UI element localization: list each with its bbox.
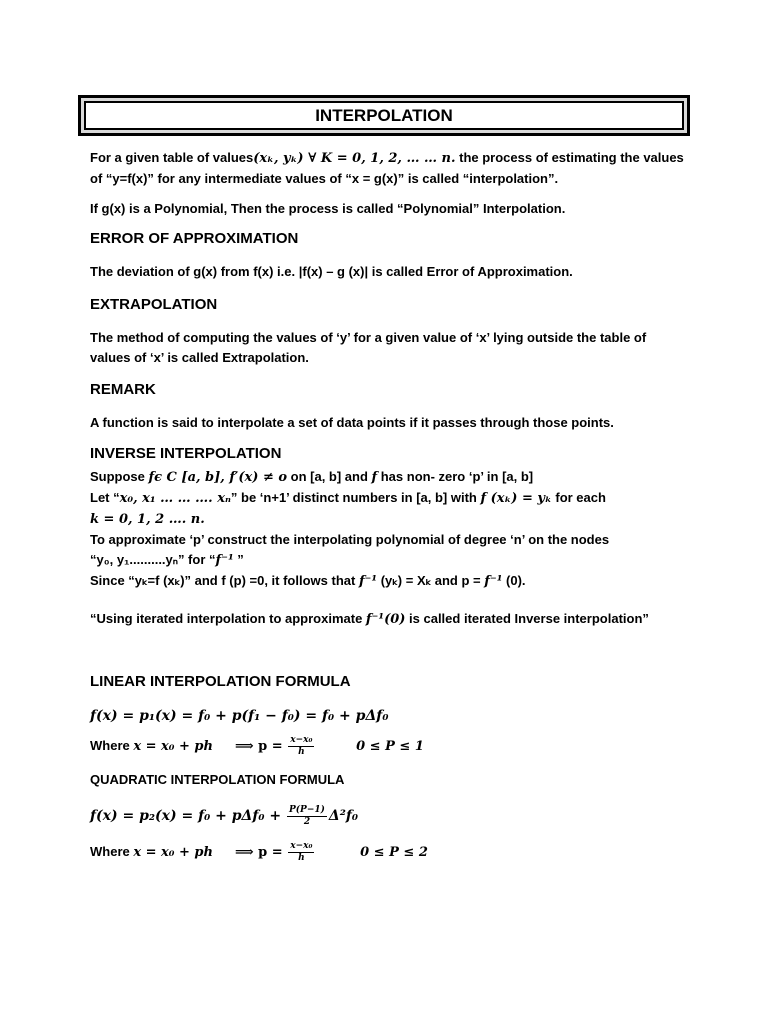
linear-frac-num: x−x₀: [290, 735, 313, 745]
title-box: [78, 95, 690, 136]
linear-where: [90, 735, 690, 758]
linear-where-math: x = x₀ + ph: [133, 738, 213, 754]
quadratic-range: 0 ≤ P ≤ 2: [360, 844, 428, 860]
inverse-l2-math2: f (xₖ) = yₖ: [480, 491, 552, 506]
inverse-l2c: for each: [551, 490, 606, 505]
inverse-l1b: on [a, b] and: [287, 469, 372, 484]
intro-text: For a given table of values: [90, 150, 254, 165]
quadratic-implies: ⟹ p =: [234, 844, 283, 860]
inverse-l6b: (yₖ) = Xₖ and p =: [377, 573, 485, 588]
inverse-l2-math: x₀, x₁ … … …. xₙ: [119, 491, 231, 506]
inverse-l1c: has non- zero ‘p’ in [a, b]: [377, 469, 534, 484]
inverse-l6c: (0).: [502, 573, 526, 588]
inverse-l2a: Let “: [90, 490, 120, 505]
inverse-l4: To approximate ‘p’ construct the interpolating polynomial of degree ‘n’ on the nodes: [90, 532, 610, 547]
inverse-l6-math: f⁻¹: [358, 574, 378, 589]
quadratic-frac2-num: x−x₀: [290, 841, 313, 851]
intro-line2: of “y=f(x)” for any intermediate values of “x = g(x)” is called “interpolation”.: [90, 171, 559, 186]
quadratic-formula-b: Δ²f₀: [328, 808, 359, 825]
extrapolation-text: [90, 328, 690, 368]
linear-formula: [90, 705, 690, 726]
quadratic-fraction2: [288, 841, 314, 864]
linear-implies: ⟹ p =: [234, 738, 283, 754]
inverse-l2b: ” be ‘n+1’ distinct numbers in [a, b] with: [230, 490, 481, 505]
inverse-l5-math: f⁻¹: [215, 553, 234, 568]
error-heading: ERROR OF APPROXIMATION: [90, 230, 299, 247]
inverse-body: [90, 467, 690, 592]
quote-a: “Using iterated interpolation to approximate: [90, 611, 366, 626]
extrapolation-heading: EXTRAPOLATION: [90, 296, 218, 313]
quadratic-frac-num: P(P−1): [289, 805, 325, 815]
inverse-heading: INVERSE INTERPOLATION: [90, 445, 282, 462]
quadratic-frac2-den: h: [298, 853, 305, 863]
extrapolation-line1: The method of computing the values of ‘y’ for a given value of ‘x’ lying outside the table of: [90, 330, 647, 345]
remark-text: A function is said to interpolate a set of data points if it passes through those points.: [90, 415, 614, 430]
quote-math: f⁻¹(0): [365, 612, 406, 627]
linear-heading: LINEAR INTERPOLATION FORMULA: [90, 673, 351, 690]
inverse-l6a: Since “yₖ=f (xₖ)” and f (p) =0, it follows that: [90, 573, 359, 588]
inverse-l3-math: k = 0, 1, 2 …. n.: [90, 512, 205, 527]
quadratic-where-label: Where: [90, 843, 134, 859]
page-title: INTERPOLATION: [84, 101, 684, 130]
linear-formula-text: f(x) = p₁(x) = f₀ + p(f₁ − f₀) = f₀ + pΔf₀: [90, 708, 389, 724]
quadratic-formula-a: f(x) = p₂(x) = f₀ + pΔf₀ +: [90, 808, 282, 825]
linear-range: 0 ≤ P ≤ 1: [356, 738, 424, 754]
error-text: The deviation of g(x) from f(x) i.e. |f(x) – g (x)| is called Error of Approximation.: [90, 264, 573, 279]
quadratic-where: [90, 841, 690, 864]
inverse-l1a: Suppose: [90, 469, 149, 484]
inverse-l5b: ”: [233, 552, 244, 567]
intro-math: (xₖ, yₖ) ∀ K = 0, 1, 2, … … n.: [253, 151, 456, 166]
quadratic-heading: QUADRATIC INTERPOLATION FORMULA: [90, 772, 345, 787]
inverse-l1-math: fϵ C [a, b], f′(x) ≠ o: [148, 470, 288, 485]
linear-where-label: Where: [90, 737, 134, 753]
inverse-l1-f: f: [371, 470, 378, 485]
polynomial-note: If g(x) is a Polynomial, Then the process is called “Polynomial” Interpolation.: [90, 201, 566, 216]
quadratic-frac-den: 2: [303, 817, 311, 827]
intro-text-cont: the process of estimating the values: [455, 150, 684, 165]
quadratic-where-math: x = x₀ + ph: [133, 844, 213, 860]
extrapolation-line2: values of ‘x’ is called Extrapolation.: [90, 350, 309, 365]
remark-heading: REMARK: [90, 381, 156, 398]
quote-b: is called iterated Inverse interpolation”: [405, 611, 649, 626]
linear-fraction: [288, 735, 314, 758]
quadratic-formula: [90, 805, 690, 828]
linear-frac-den: h: [298, 747, 305, 757]
inverse-quote: [90, 609, 690, 630]
inverse-l5a: “y₀, y₁..........yₙ” for “: [90, 552, 216, 567]
inverse-l6-math2: f⁻¹: [484, 574, 503, 589]
intro-paragraph: [90, 148, 690, 189]
quadratic-fraction: [287, 805, 327, 828]
